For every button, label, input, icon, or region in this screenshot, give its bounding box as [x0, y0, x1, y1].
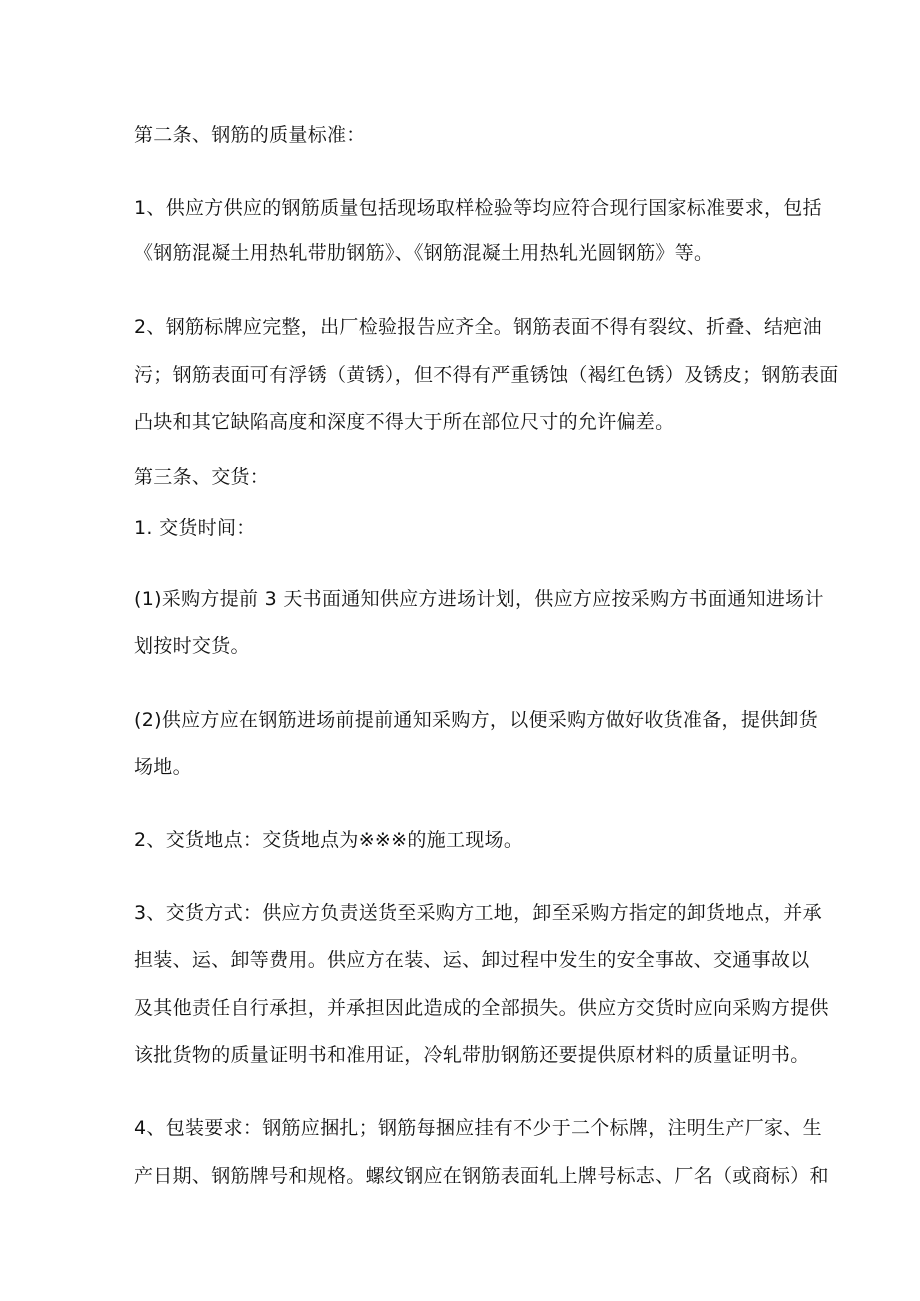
paragraph-line: 及其他责任自行承担，并承担因此造成的全部损失。供应方交货时应向采购方提供 — [134, 997, 829, 1019]
paragraph-line: 4、包装要求：钢筋应捆扎；钢筋每捆应挂有不少于二个标牌，注明生产厂家、生 — [134, 1117, 822, 1139]
paragraph-line: 1、供应方供应的钢筋质量包括现场取样检验等均应符合现行国家标准要求，包括 — [134, 197, 822, 219]
paragraph-line: (2)供应方应在钢筋进场前提前通知采购方，以便采购方做好收货准备，提供卸货 — [134, 709, 819, 731]
subheading-delivery-time: 1. 交货时间： — [134, 517, 256, 539]
paragraph-line: 2、钢筋标牌应完整，出厂检验报告应齐全。钢筋表面不得有裂纹、折叠、结疤油 — [134, 316, 822, 338]
paragraph-line: 产日期、钢筋牌号和规格。螺纹钢应在钢筋表面轧上牌号标志、厂名（或商标）和 — [134, 1165, 829, 1187]
paragraph-line: 3、交货方式：供应方负责送货至采购方工地，卸至采购方指定的卸货地点，并承 — [134, 902, 822, 924]
paragraph-line: 污；钢筋表面可有浮锈（黄锈），但不得有严重锈蚀（褐红色锈）及锈皮；钢筋表面 — [134, 364, 839, 386]
paragraph-line: 2、交货地点：交货地点为※※※的施工现场。 — [134, 829, 524, 851]
paragraph-line: 划按时交货。 — [134, 635, 250, 657]
paragraph-line: 场地。 — [134, 756, 192, 778]
heading-article-3: 第三条、交货： — [134, 466, 270, 488]
paragraph-line: (1)采购方提前 3 天书面通知供应方进场计划，供应方应按采购方书面通知进场计 — [134, 588, 824, 610]
paragraph-line: 凸块和其它缺陷高度和深度不得大于所在部位尺寸的允许偏差。 — [134, 411, 675, 433]
heading-article-2: 第二条、钢筋的质量标准： — [134, 124, 366, 146]
paragraph-line: 担装、运、卸等费用。供应方在装、运、卸过程中发生的安全事故、交通事故以 — [134, 949, 810, 971]
paragraph-line: 《钢筋混凝土用热轧带肋钢筋》、《钢筋混凝土用热轧光圆钢筋》等。 — [134, 242, 714, 264]
paragraph-line: 该批货物的质量证明书和准用证，冷轧带肋钢筋还要提供原材料的质量证明书。 — [134, 1044, 810, 1066]
